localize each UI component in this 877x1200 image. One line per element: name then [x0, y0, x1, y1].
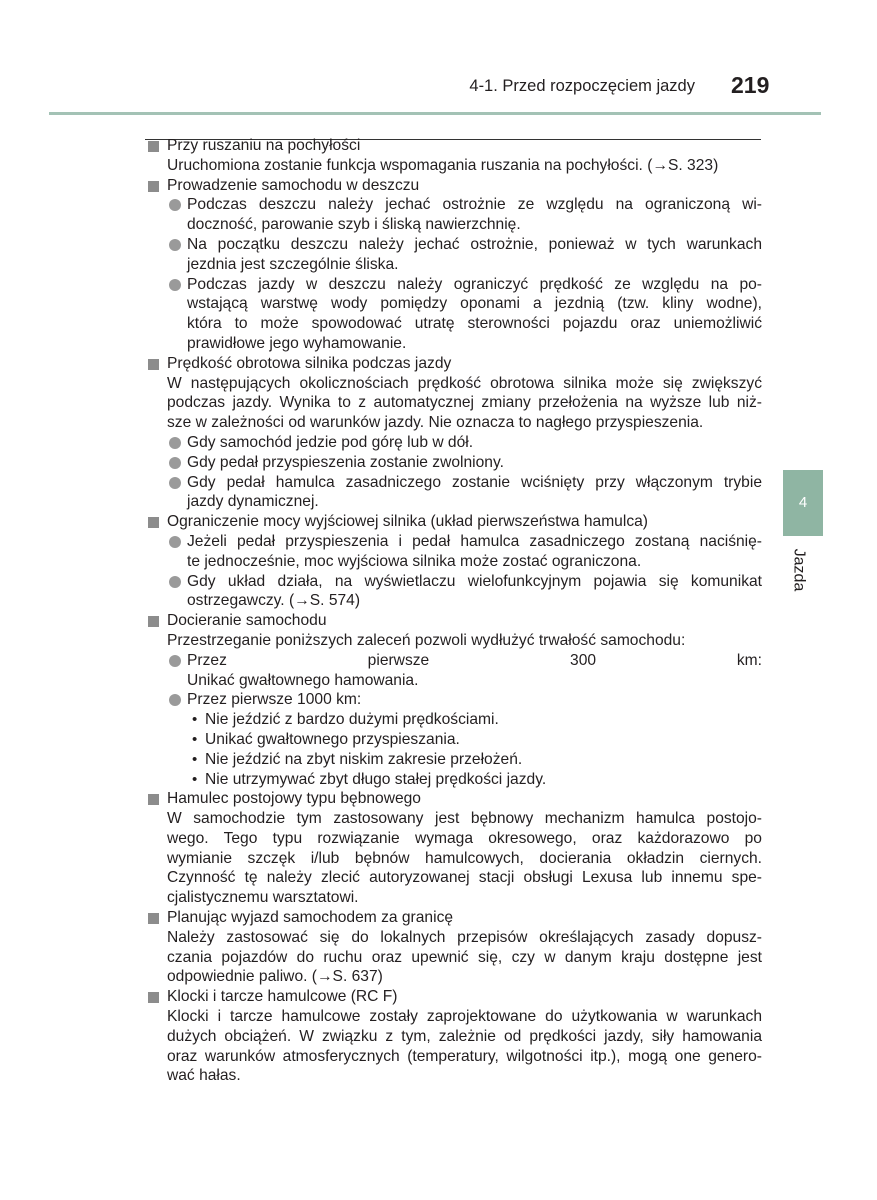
text-line: sze w zależności od warunków jazdy. Nie oznacza to nagłego przyspieszenia. — [167, 414, 704, 432]
bullet-item — [148, 195, 762, 235]
text-line: Czynność tę należy zlecić autoryzowanej stacji obsługi Lexusa lub innemu spe- — [167, 869, 762, 887]
section — [148, 176, 762, 354]
text-line: jezdnia jest szczególnie śliska. — [187, 255, 399, 273]
section — [148, 987, 762, 1086]
text-line: te jednocześnie, moc wyjściowa silnika może zostać ograniczona. — [187, 552, 642, 570]
text-line: czania pojazdów do ruchu oraz upewnić się, czy w danym kraju dostępne jest — [167, 948, 762, 966]
round-bullet-icon — [169, 239, 181, 251]
square-bullet-icon — [148, 616, 159, 627]
square-bullet-icon — [148, 517, 159, 528]
text-line: Przestrzeganie poniższych zaleceń pozwoli wydłużyć trwałość samochodu: — [167, 631, 686, 649]
chapter-tab-label: Jazda — [790, 548, 808, 592]
round-bullet-icon — [169, 536, 181, 548]
round-bullet-icon — [169, 477, 181, 489]
bullet-item — [148, 235, 762, 275]
text-line: Uruchomiona zostanie funkcja wspomagania ruszania na pochyłości. (→S. 323) — [167, 156, 719, 174]
text-line: Jeżeli pedał przyspieszenia i pedał hamulca zasadniczego zostaną naciśnię- — [187, 532, 762, 550]
text-line: Nie jeździć na zbyt niskim zakresie przełożeń. — [205, 750, 523, 768]
section-heading-text: Prędkość obrotowa silnika podczas jazdy — [167, 354, 452, 372]
text-line: wymianie szczęk i/lub bębnów hamulcowych, docierania okładzin ciernych. — [167, 849, 762, 867]
bullet-item — [148, 433, 762, 453]
section-heading-text: Planując wyjazd samochodem za granicę — [167, 909, 454, 927]
text-line: Podczas jazdy w deszczu należy ograniczyć prędkość ze względu na po- — [187, 275, 762, 293]
small-dot-icon: • — [192, 711, 198, 729]
text-line: która to może spowodować utratę sterowności pojazdu oraz uniemożliwić — [187, 315, 762, 333]
square-bullet-icon — [148, 181, 159, 192]
round-bullet-icon — [169, 576, 181, 588]
round-bullet-icon — [169, 457, 181, 469]
paragraph — [148, 928, 762, 987]
sub-bullet-item — [148, 750, 762, 770]
paragraph — [148, 374, 762, 433]
section-heading-text: Przy ruszaniu na pochyłości — [167, 137, 361, 154]
chapter-title: 4-1. Przed rozpoczęciem jazdy — [469, 77, 695, 95]
text-line: Gdy pedał przyspieszenia zostanie zwolniony. — [187, 453, 504, 471]
section-heading-text: Prowadzenie samochodu w deszczu — [167, 176, 420, 194]
square-bullet-icon — [148, 359, 159, 370]
section — [148, 354, 762, 512]
chapter-tab: 4 — [783, 470, 823, 536]
bullet-item — [148, 572, 762, 612]
text-line: Podczas deszczu należy jechać ostrożnie ze względu na ograniczoną wi- — [187, 196, 762, 214]
section-heading — [148, 512, 762, 532]
section-heading-text: Ograniczenie mocy wyjściowej silnika (układ pierwszeństwa hamulca) — [167, 513, 648, 531]
text-line: podczas jazdy. Wynika to z automatycznej zmiany przełożenia na wyższe lub niż- — [167, 394, 762, 412]
text-line: ostrzegawczy. (→S. 574) — [187, 592, 361, 610]
paragraph — [148, 631, 762, 651]
text-line: wać hałas. — [167, 1067, 241, 1085]
text-line: W samochodzie tym zastosowany jest bębnowy mechanizm hamulca postojo- — [167, 810, 762, 828]
section — [148, 789, 762, 908]
text-line: Nie utrzymywać zbyt długo stałej prędkości jazdy. — [205, 770, 547, 788]
text-line: Nie jeździć z bardzo dużymi prędkościami. — [205, 711, 499, 729]
paragraph — [148, 1007, 762, 1086]
small-dot-icon: • — [192, 730, 198, 748]
text-line: Przez pierwsze 1000 km: — [187, 691, 362, 709]
section-heading-text: Hamulec postojowy typu bębnowego — [167, 790, 421, 808]
square-bullet-icon — [148, 794, 159, 805]
square-bullet-icon — [148, 141, 159, 152]
section — [148, 512, 762, 611]
section-heading — [148, 354, 762, 374]
small-dot-icon: • — [192, 750, 198, 768]
round-bullet-icon — [169, 199, 181, 211]
paragraph — [148, 156, 762, 176]
text-line: Unikać gwałtownego przyspieszania. — [205, 730, 460, 748]
text-line: prawidłowe jego wyhamowanie. — [187, 334, 407, 352]
text-line: oraz warunków atmosferycznych (temperatury, wilgotności itp.), mogą one genero- — [167, 1047, 762, 1065]
section — [148, 908, 762, 987]
text-line: jazdy dynamicznej. — [187, 493, 319, 511]
bullet-item — [148, 690, 762, 710]
round-bullet-icon — [169, 655, 181, 667]
section-heading — [148, 908, 762, 928]
text-line: Przez pierwsze 300 km: — [187, 651, 762, 669]
text-line: wstającą warstwę wody pomiędzy oponami a jezdnią (tzw. kliny wodne), — [187, 295, 762, 313]
paragraph — [148, 809, 762, 908]
section-heading-text: Klocki i tarcze hamulcowe (RC F) — [167, 988, 398, 1006]
section-heading — [148, 987, 762, 1007]
bullet-item — [148, 453, 762, 473]
page-content — [148, 136, 762, 1086]
text-line: Należy zastosować się do lokalnych przepisów określających zasady dopusz- — [167, 928, 762, 946]
text-line: doczność, parowanie szyb i śliską nawierzchnię. — [187, 216, 521, 234]
text-line: Unikać gwałtownego hamowania. — [187, 671, 419, 689]
section-heading — [148, 136, 762, 156]
round-bullet-icon — [169, 279, 181, 291]
square-bullet-icon — [148, 992, 159, 1003]
bullet-item — [148, 651, 762, 691]
round-bullet-icon — [169, 694, 181, 706]
text-line: W następujących okolicznościach prędkość obrotowa silnika może się zwiększyć — [167, 374, 762, 392]
sub-bullet-item — [148, 710, 762, 730]
section — [148, 136, 762, 176]
text-line: Gdy samochód jedzie pod górę lub w dół. — [187, 433, 474, 451]
small-dot-icon: • — [192, 770, 198, 788]
text-line: odpowiednie paliwo. (→S. 637) — [167, 968, 383, 986]
page-number: 219 — [731, 72, 770, 98]
header-rule — [49, 112, 821, 115]
bullet-item — [148, 473, 762, 513]
square-bullet-icon — [148, 913, 159, 924]
text-line: Gdy układ działa, na wyświetlaczu wielofunkcyjnym pojawia się komunikat — [187, 572, 762, 590]
text-line: Na początku deszczu należy jechać ostrożnie, ponieważ w tych warunkach — [187, 235, 762, 253]
section — [148, 611, 762, 789]
sub-bullet-item — [148, 730, 762, 750]
round-bullet-icon — [169, 437, 181, 449]
bullet-item — [148, 532, 762, 572]
section-heading — [148, 176, 762, 196]
text-line: Klocki i tarcze hamulcowe zostały zaprojektowane do użytkowania w warunkach — [167, 1008, 762, 1026]
section-heading-text: Docieranie samochodu — [167, 612, 327, 630]
text-line: cjalistycznemu warsztatowi. — [167, 889, 359, 907]
section-heading — [148, 789, 762, 809]
text-line: wego. Tego typu rozwiązanie wymaga okresowego, oraz każdorazowo po — [167, 829, 762, 847]
bullet-item — [148, 275, 762, 354]
text-line: dużych obciążeń. W związku z tym, zależnie od prędkości jazdy, siły hamowania — [167, 1027, 762, 1045]
section-heading — [148, 611, 762, 631]
text-line: Gdy pedał hamulca zasadniczego zostanie wciśnięty przy włączonym trybie — [187, 473, 762, 491]
sub-bullet-item — [148, 770, 762, 790]
